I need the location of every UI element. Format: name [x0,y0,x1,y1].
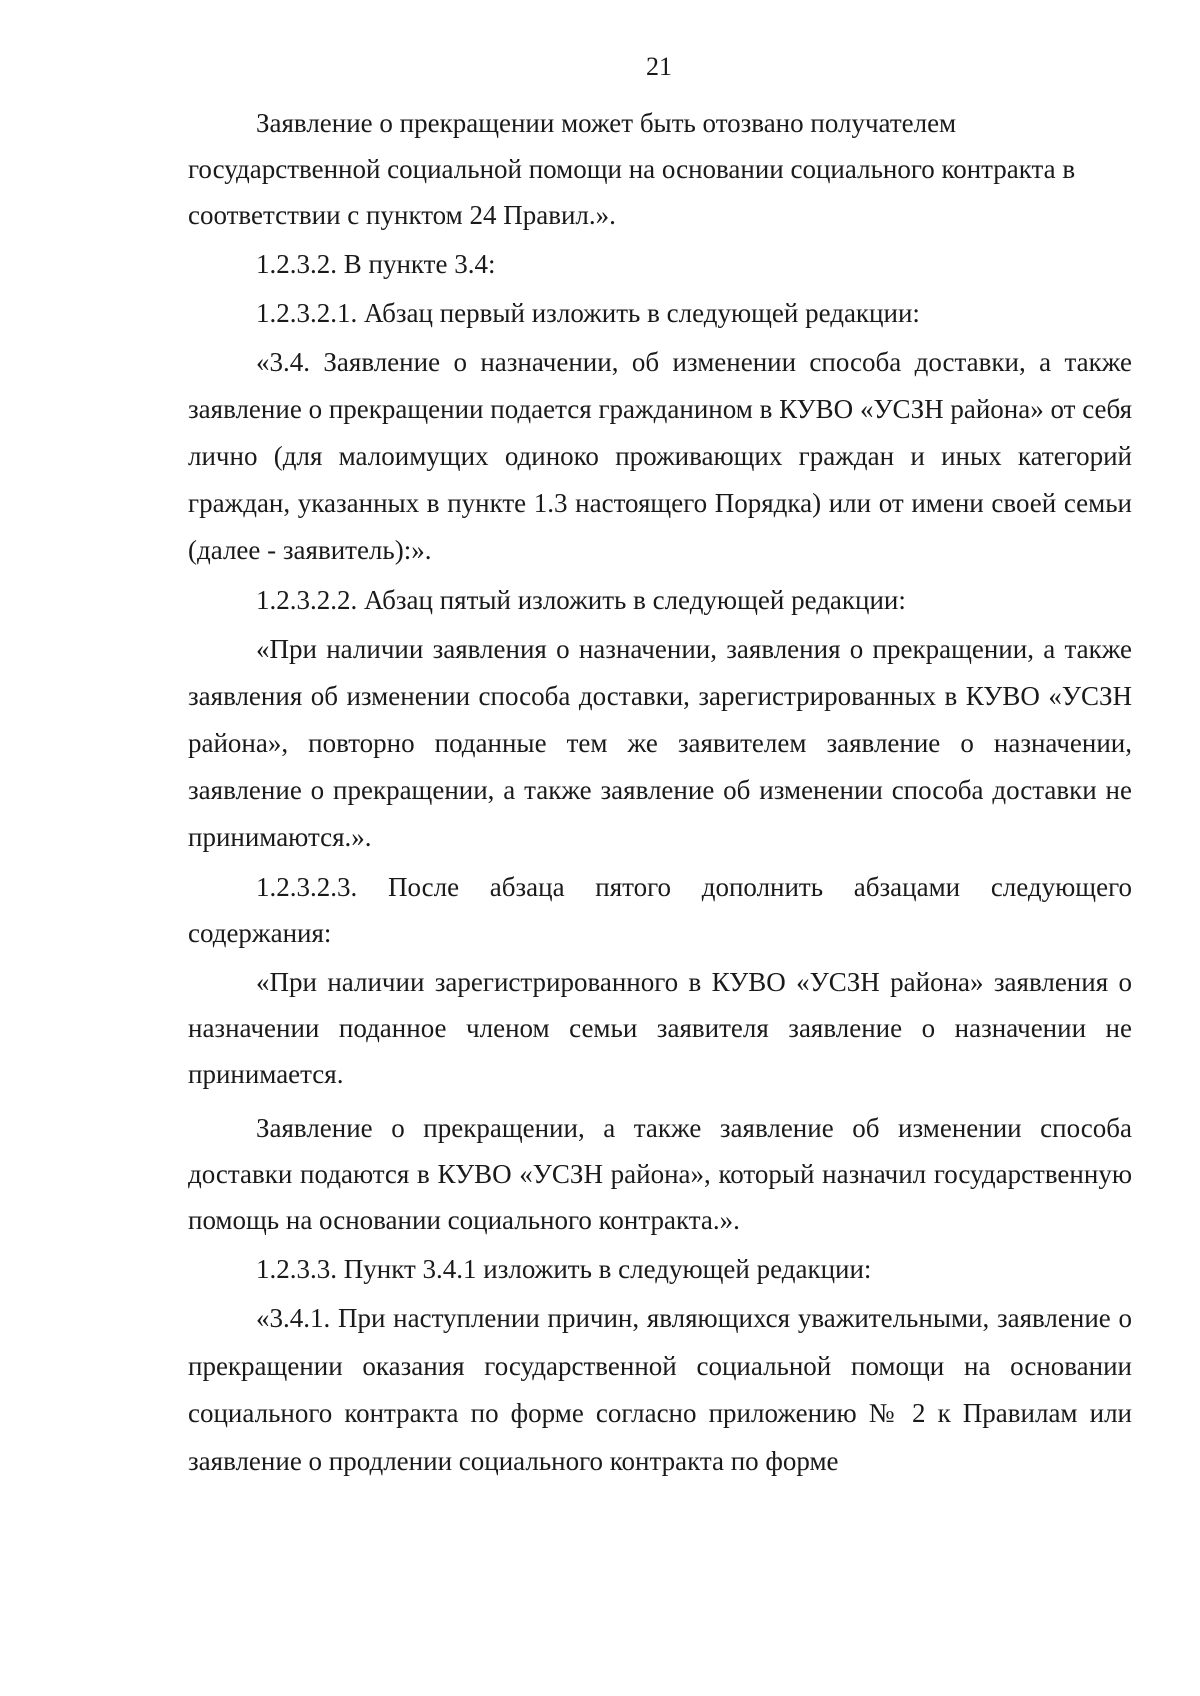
paragraph-clause-3-4: «3.4. Заявление о назначении, об изменении способа доставки, а также заявление о прекращении подается гражданином в КУВО «УСЗН района» от себя лично (для малоимущих одиноко проживающих граждан и иных категорий граждан, указанных в пункте 1.3 настоящего Порядка) или от имени своей семьи (далее - заявитель):». [188,347,1132,565]
paragraph-clause-3-4-1: «3.4.1. При наступлении причин, являющихся уважительными, заявление о прекращении оказания государственной социальной помощи на основании социального контракта по форме согласно приложению № 2 к Правилам или заявление о продлении социального контракта по форме [188,1303,1132,1476]
paragraph-family-member-application: «При наличии зарегистрированного в КУВО «УСЗН района» заявления о назначении поданное членом семьи заявителя заявление о назначении не принимается. [188,967,1132,1089]
paragraph-item-1-2-3-2-1: 1.2.3.2.1. Абзац первый изложить в следующей редакции: [256,298,920,328]
page-number: 21 [646,52,672,81]
paragraph-item-1-2-3-2-3: 1.2.3.2.3. После абзаца пятого дополнить абзацами следующего содержания: [188,872,1132,948]
paragraph-termination-delivery: Заявление о прекращении, а также заявление об изменении способа доставки подаются в КУВО «УСЗН района», который назначил государственную помощь на основании социального контракта.». [188,1113,1132,1235]
paragraph-item-1-2-3-3: 1.2.3.3. Пункт 3.4.1 изложить в следующей редакции: [256,1254,872,1284]
document-body [188,100,1132,1488]
paragraph-item-1-2-3-2-2: 1.2.3.2.2. Абзац пятый изложить в следующей редакции: [256,585,906,615]
paragraph-item-1-2-3-2: 1.2.3.2. В пункте 3.4: [256,249,496,279]
paragraph-repeat-applications: «При наличии заявления о назначении, заявления о прекращении, а также заявления об изменении способа доставки, зарегистрированных в КУВО «УСЗН района», повторно поданные тем же заявителем заявление о назначении, заявление о прекращении, а также заявление об изменении способа доставки не принимаются.». [188,634,1132,852]
paragraph-withdrawal-note: Заявление о прекращении может быть отозвано получателем государственной социальной помощи на основании социального контракта в соответствии с пунктом 24 Правил.». [188,108,1076,230]
